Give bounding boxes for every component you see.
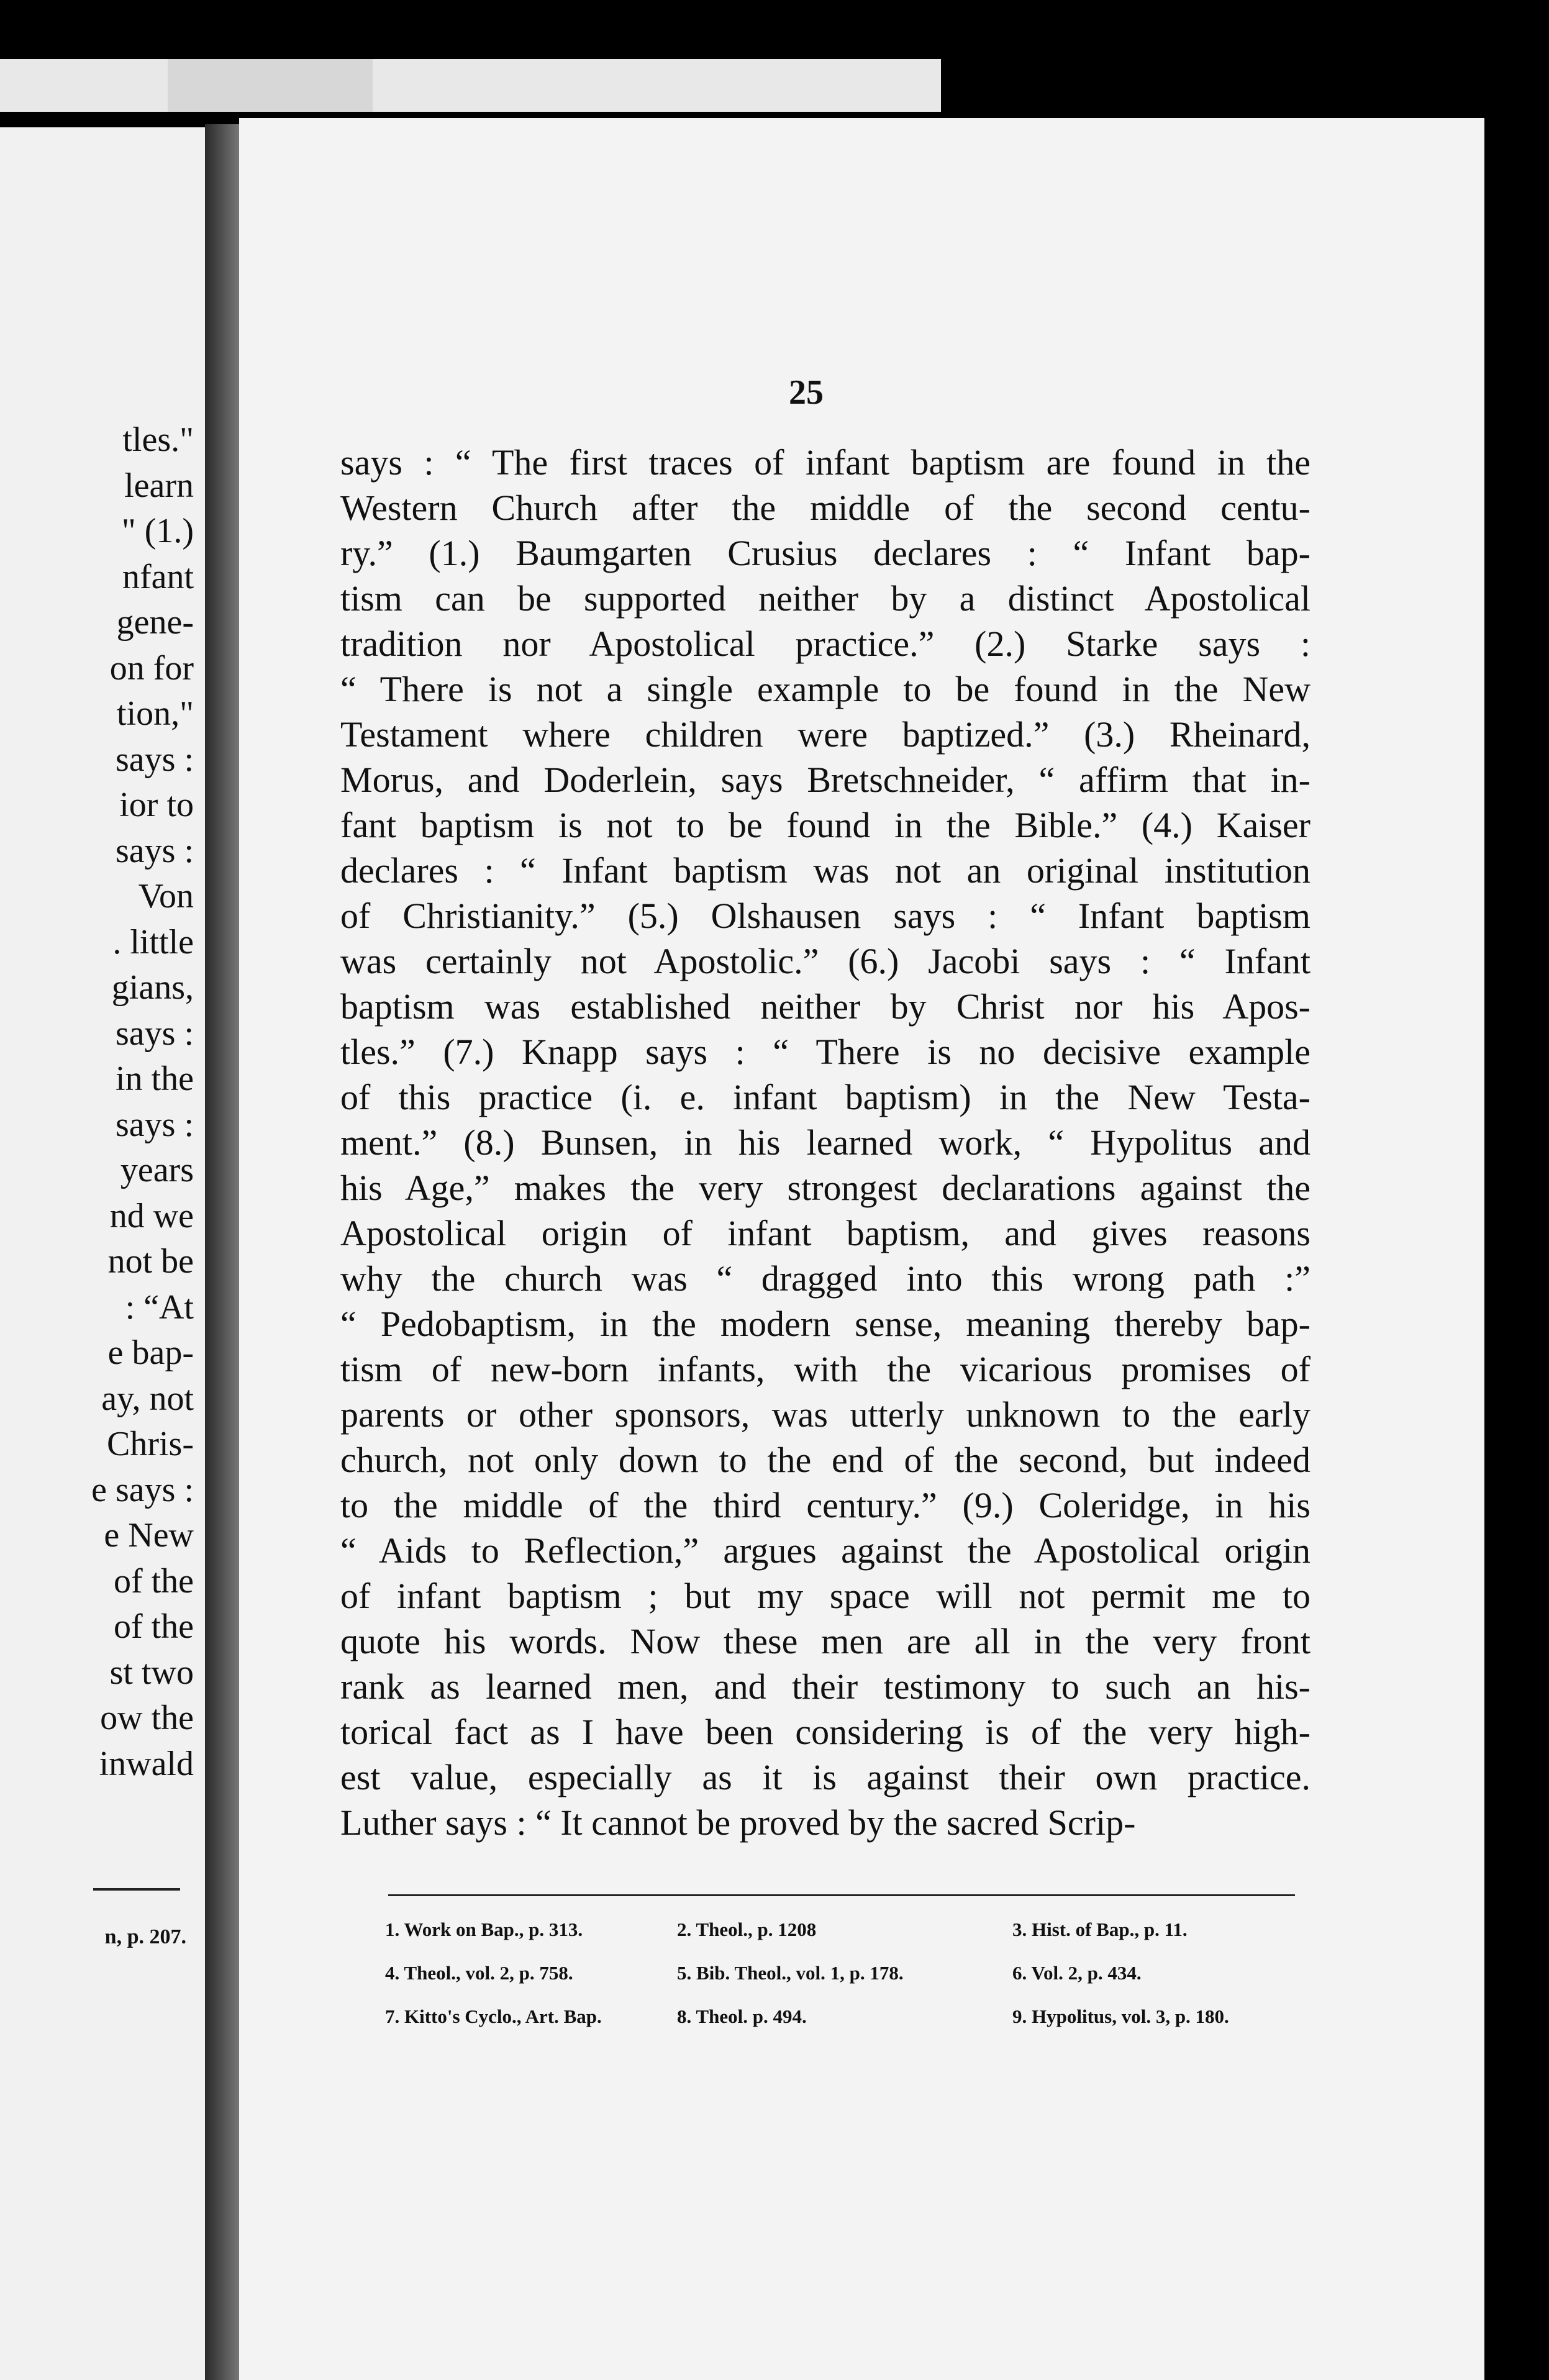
footnote: 3. Hist. of Bap., p. 11. xyxy=(1012,1919,1188,1940)
body-line: Testament where children were baptized.” (3.) Rheinard, xyxy=(340,714,1311,755)
previous-page-line: not be xyxy=(107,1242,194,1281)
previous-page-line: years xyxy=(120,1151,194,1189)
previous-page-line: says : xyxy=(116,1105,194,1144)
top-edge-strip xyxy=(0,59,941,112)
body-line: rank as learned men, and their testimony to such an his- xyxy=(340,1666,1311,1707)
previous-page-line: ay, not xyxy=(101,1379,194,1418)
body-line: says : “ The first traces of infant baptism are found in the xyxy=(340,442,1311,483)
book-gutter xyxy=(205,124,239,2380)
footnotes xyxy=(385,1908,1292,2038)
previous-page-footnote: n, p. 207. xyxy=(104,1925,186,1948)
footnote: 7. Kitto's Cyclo., Art. Bap. xyxy=(385,2005,602,2027)
previous-page-line: in the xyxy=(116,1060,194,1098)
body-line: tradition nor Apostolical practice.” (2.) Starke says : xyxy=(340,624,1311,664)
body-line: baptism was established neither by Christ nor his Apos- xyxy=(340,986,1311,1027)
body-line: declares : “ Infant baptism was not an original institution xyxy=(340,850,1311,891)
previous-page-line: says : xyxy=(116,831,194,870)
body-line: why the church was “ dragged into this wrong path :” xyxy=(340,1258,1311,1299)
footnote: 4. Theol., vol. 2, p. 758. xyxy=(385,1962,573,1984)
previous-page-line: Chris- xyxy=(107,1425,194,1463)
footnote: 2. Theol., p. 1208 xyxy=(677,1919,817,1940)
previous-page-line: nfant xyxy=(122,557,194,596)
body-line: “ There is not a single example to be found in the New xyxy=(340,669,1311,709)
body-line: tism can be supported neither by a distinct Apostolical xyxy=(340,578,1311,619)
footnote-row xyxy=(385,1951,1292,1995)
body-line: “ Pedobaptism, in the modern sense, meaning thereby bap- xyxy=(340,1304,1311,1344)
footnote-row xyxy=(385,1908,1292,1951)
previous-page-line: . little xyxy=(112,922,194,961)
footnote-rule xyxy=(388,1894,1295,1896)
previous-page-line: : “At xyxy=(125,1288,194,1327)
body-line: fant baptism is not to be found in the Bible.” (4.) Kaiser xyxy=(340,805,1311,845)
body-line: of this practice (i. e. infant baptism) in the New Testa- xyxy=(340,1077,1311,1117)
previous-page-line: nd we xyxy=(109,1196,194,1235)
previous-page-line: on for xyxy=(109,648,194,688)
previous-page-line: ow the xyxy=(100,1699,194,1737)
body-text xyxy=(340,440,1311,1845)
footnote: 5. Bib. Theol., vol. 1, p. 178. xyxy=(677,1962,904,1984)
previous-page-footnote-rule xyxy=(93,1888,180,1891)
previous-page-line: gians, xyxy=(111,968,194,1007)
footnote: 1. Work on Bap., p. 313. xyxy=(385,1919,583,1940)
previous-page-line: of the xyxy=(113,1561,194,1601)
body-line: of Christianity.” (5.) Olshausen says : “ Infant baptism xyxy=(340,896,1311,936)
previous-page-line: gene- xyxy=(116,603,194,642)
previous-page-line: learn xyxy=(124,466,194,505)
previous-page-line: e New xyxy=(104,1516,194,1555)
body-line: parents or other sponsors, was utterly unknown to the early xyxy=(340,1394,1311,1435)
footnote: 6. Vol. 2, p. 434. xyxy=(1012,1962,1142,1984)
previous-page-line: tion," xyxy=(117,694,194,733)
previous-page-line: Von xyxy=(138,877,194,915)
body-line: est value, especially as it is against their own practice. xyxy=(340,1757,1311,1797)
body-line: Western Church after the middle of the second centu- xyxy=(340,488,1311,528)
previous-page-line: e bap- xyxy=(107,1333,194,1372)
body-line: tles.” (7.) Knapp says : “ There is no decisive example xyxy=(340,1032,1311,1072)
previous-page-line: e says : xyxy=(91,1470,194,1509)
page-number: 25 xyxy=(789,373,824,412)
previous-page-line: inwald xyxy=(99,1744,194,1783)
body-line: of infant baptism ; but my space will not permit me to xyxy=(340,1576,1311,1616)
body-line: Morus, and Doderlein, says Bretschneider, “ affirm that in- xyxy=(340,760,1311,800)
body-line: quote his words. Now these men are all in the very front xyxy=(340,1621,1311,1661)
footnote: 8. Theol. p. 494. xyxy=(677,2005,807,2027)
top-edge-tab xyxy=(168,59,373,112)
previous-page-line: ior to xyxy=(119,786,194,824)
body-line: church, not only down to the end of the second, but indeed xyxy=(340,1440,1311,1480)
previous-page-line: tles." xyxy=(122,420,194,459)
previous-page-line: " (1.) xyxy=(121,512,194,550)
body-line: Luther says : “ It cannot be proved by the sacred Scrip- xyxy=(340,1802,1136,1843)
previous-page-line: of the xyxy=(113,1607,194,1646)
body-line: tism of new-born infants, with the vicarious promises of xyxy=(340,1349,1311,1389)
body-line: ment.” (8.) Bunsen, in his learned work, “ Hypolitus and xyxy=(340,1122,1311,1163)
body-line: Apostolical origin of infant baptism, and gives reasons xyxy=(340,1213,1311,1253)
previous-page-fragment xyxy=(0,127,205,2380)
footnote-row xyxy=(385,1995,1292,2038)
footnote: 9. Hypolitus, vol. 3, p. 180. xyxy=(1012,2005,1229,2027)
body-line: torical fact as I have been considering is of the very high- xyxy=(340,1712,1311,1752)
body-line: his Age,” makes the very strongest declarations against the xyxy=(340,1168,1311,1208)
previous-page-line: says : xyxy=(116,740,194,779)
body-line: to the middle of the third century.” (9.) Coleridge, in his xyxy=(340,1485,1311,1525)
body-line: ry.” (1.) Baumgarten Crusius declares : “ Infant bap- xyxy=(340,533,1311,573)
body-line: “ Aids to Reflection,” argues against the Apostolical origin xyxy=(340,1530,1311,1571)
previous-page-line: st two xyxy=(109,1653,194,1692)
previous-page-line: says : xyxy=(116,1014,194,1053)
body-line: was certainly not Apostolic.” (6.) Jacobi says : “ Infant xyxy=(340,941,1311,981)
